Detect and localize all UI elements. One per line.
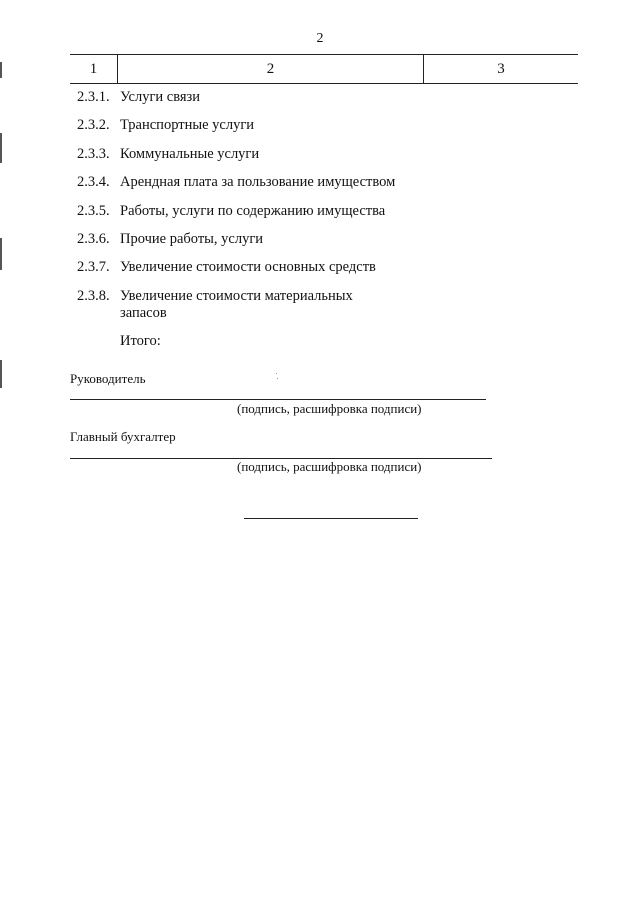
list-item	[77, 288, 417, 322]
list-item	[77, 174, 417, 191]
item-code: 2.3.5.	[77, 202, 110, 219]
page-number: 2	[316, 31, 324, 46]
director-label: Руководитель	[70, 371, 146, 386]
item-code: 2.3.7.	[77, 259, 110, 276]
chief-accountant-label: Главный бухгалтер	[70, 429, 176, 444]
header-col-2: 2	[118, 55, 424, 83]
scan-speck	[277, 378, 278, 379]
scan-edge-mark	[0, 133, 2, 163]
item-code: 2.3.3.	[77, 145, 110, 162]
total-label: Итого:	[120, 333, 161, 349]
scan-speck	[276, 373, 277, 374]
list-item	[77, 203, 417, 220]
item-name: Услуги связи	[120, 89, 201, 105]
scan-edge-mark	[0, 62, 2, 78]
list-item	[77, 259, 417, 276]
chief-accountant-signature-caption: (подпись, расшифровка подписи)	[237, 459, 422, 474]
item-code: 2.3.1.	[77, 89, 110, 105]
list-item	[77, 146, 417, 163]
list-item	[77, 231, 417, 248]
item-name: Прочие работы, услуги	[120, 230, 264, 247]
item-name: Увеличение стоимости материальных запасов	[120, 287, 353, 321]
list-item	[77, 89, 417, 106]
item-code: 2.3.4.	[77, 174, 110, 191]
item-code: 2.3.6.	[77, 230, 110, 247]
scan-edge-mark	[0, 360, 2, 388]
item-name: Работы, услуги по содержанию имущества	[120, 202, 386, 219]
header-col-3: 3	[497, 60, 505, 77]
item-name: Транспортные услуги	[120, 117, 255, 134]
item-name: Арендная плата за пользование имуществом	[120, 174, 396, 191]
director-signature-caption: (подпись, расшифровка подписи)	[237, 401, 422, 416]
item-name: Коммунальные услуги	[120, 145, 260, 162]
scan-edge-mark	[0, 238, 2, 270]
expense-items-list	[77, 89, 417, 333]
list-item	[77, 117, 417, 134]
item-name: Увеличение стоимости основных средств	[120, 259, 376, 276]
table-header-row	[70, 54, 578, 84]
item-code: 2.3.2.	[77, 117, 110, 134]
director-signature-line	[70, 399, 486, 400]
end-of-document-line	[244, 518, 418, 519]
item-code: 2.3.8.	[77, 287, 110, 304]
header-col-1: 1	[70, 55, 118, 83]
